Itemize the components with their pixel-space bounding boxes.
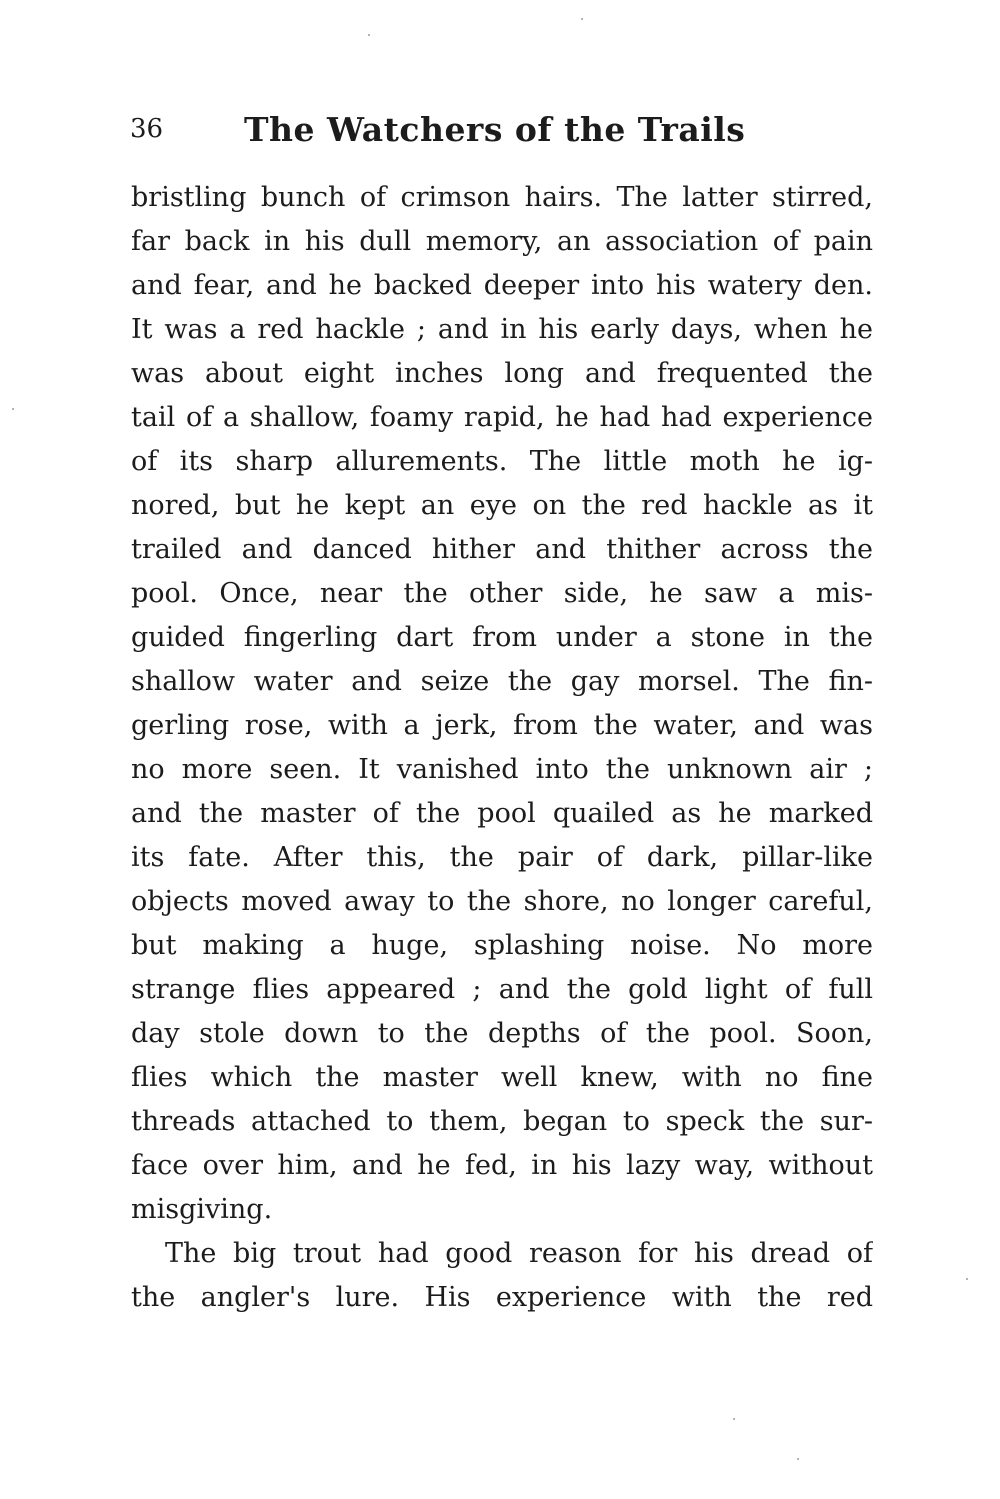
text-line: The big trout had good reason for his dread of	[165, 1238, 873, 1269]
paper-speck	[368, 34, 370, 36]
text-line: the angler's lure. His experience with the red	[131, 1282, 873, 1313]
text-line: but making a huge, splashing noise. No more	[131, 930, 873, 961]
paper-speck	[966, 1278, 968, 1280]
text-line: pool. Once, near the other side, he saw a mis-	[131, 578, 873, 609]
page-header	[130, 110, 875, 158]
body-text	[131, 176, 873, 1320]
text-line: tail of a shallow, foamy rapid, he had had experience	[131, 402, 873, 433]
text-line: threads attached to them, began to speck the sur-	[131, 1106, 873, 1137]
text-line: guided fingerling dart from under a stone in the	[131, 622, 873, 653]
text-line: flies which the master well knew, with no fine	[131, 1062, 873, 1093]
page-number: 36	[130, 114, 164, 144]
text-line: trailed and danced hither and thither across the	[131, 534, 873, 565]
paragraph	[131, 176, 873, 1232]
running-title: The Watchers of the Trails	[244, 110, 746, 149]
text-line: was about eight inches long and frequented the	[131, 358, 873, 389]
paper-speck	[733, 1418, 735, 1420]
paper-speck	[797, 1458, 799, 1460]
text-line: shallow water and seize the gay morsel. The fin-	[131, 666, 873, 697]
paragraph	[131, 1232, 873, 1320]
paper-speck	[12, 408, 14, 410]
text-line: its fate. After this, the pair of dark, pillar-like	[131, 842, 873, 873]
text-line: nored, but he kept an eye on the red hackle as it	[131, 490, 873, 521]
text-line: no more seen. It vanished into the unknown air ;	[131, 754, 873, 785]
text-line: far back in his dull memory, an association of pain	[131, 226, 873, 257]
text-line: and the master of the pool quailed as he marked	[131, 798, 873, 829]
text-line: face over him, and he fed, in his lazy way, without	[131, 1150, 873, 1181]
text-line: It was a red hackle ; and in his early days, when he	[131, 314, 873, 345]
text-line: and fear, and he backed deeper into his watery den.	[131, 270, 873, 301]
text-line: strange flies appeared ; and the gold light of full	[131, 974, 873, 1005]
text-line: of its sharp allurements. The little moth he ig-	[131, 446, 873, 477]
paper-speck	[581, 18, 583, 20]
text-line: day stole down to the depths of the pool. Soon,	[131, 1018, 873, 1049]
text-line: objects moved away to the shore, no longer careful,	[131, 886, 873, 917]
text-line: bristling bunch of crimson hairs. The latter stirred,	[131, 182, 873, 213]
text-line: gerling rose, with a jerk, from the water, and was	[131, 710, 873, 741]
text-line: misgiving.	[131, 1194, 273, 1225]
